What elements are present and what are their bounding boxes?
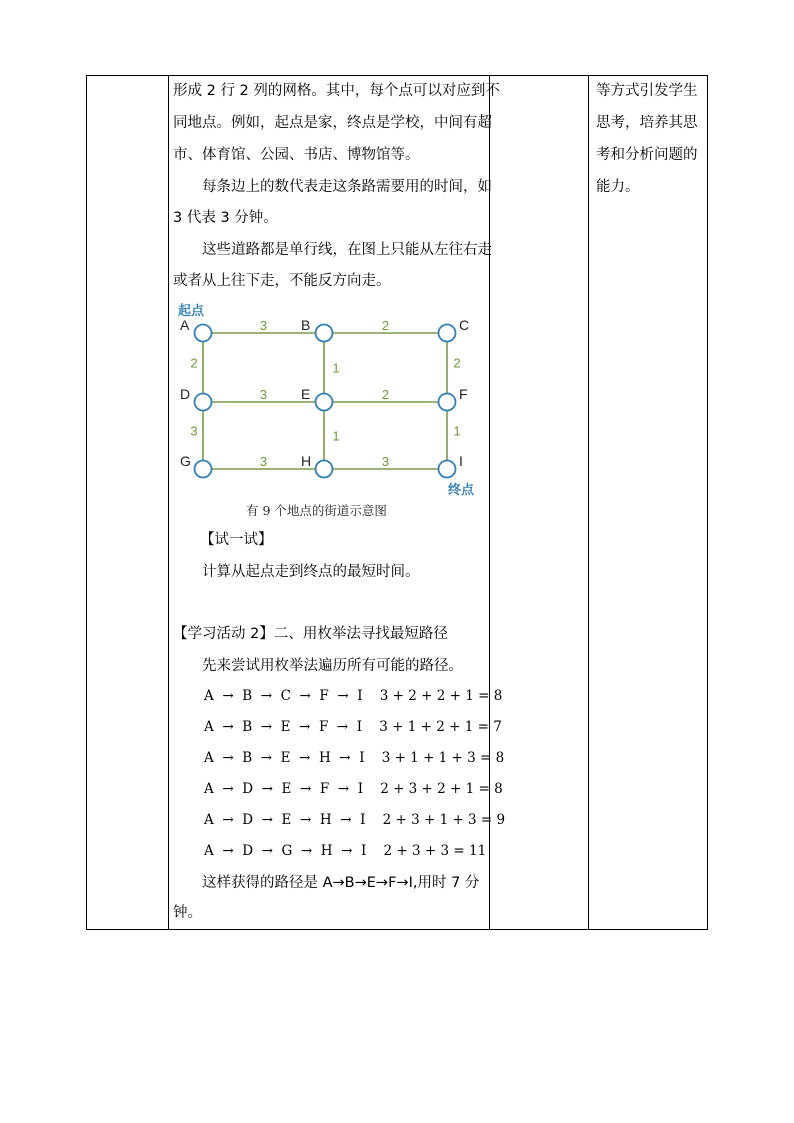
node-circle [439, 394, 456, 411]
paragraph-line: 这些道路都是单行线，在图上只能从左往右走 [202, 242, 492, 258]
table-border-bottom [86, 929, 708, 930]
edge-weight: 1 [453, 423, 461, 439]
edge-weight: 2 [190, 355, 198, 371]
edge-weight: 2 [381, 387, 390, 402]
edge-weight: 3 [259, 387, 268, 402]
side-note-line: 思考，培养其思 [596, 115, 698, 131]
paragraph-line: 市、体育馆、公园、书店、博物馆等。 [173, 147, 420, 163]
node-circle [316, 461, 333, 478]
activity-heading: 【学习活动 2】二、用枚举法寻找最短路径 [173, 626, 448, 642]
paragraph-line: 或者从上往下走，不能反方向走。 [173, 273, 391, 289]
route-line: A → D → E → H → I 2 + 3 + 1 + 3 = 9 [204, 812, 506, 828]
node-circle [195, 325, 212, 342]
paragraph-line: 形成 2 行 2 列的网格。其中，每个点可以对应到不 [173, 83, 500, 99]
paragraph-line: 3 代表 3 分钟。 [173, 210, 278, 226]
node-circle [439, 461, 456, 478]
node-circle [439, 325, 456, 342]
table-border-right [707, 75, 708, 930]
node-label: C [459, 317, 470, 333]
node-circle [195, 461, 212, 478]
node-label: H [301, 453, 312, 469]
side-note-line: 能力。 [596, 179, 640, 195]
paragraph-line: 每条边上的数代表走这条路需要用的时间，如 [202, 179, 492, 195]
route-line: A → D → E → F → I 2 + 3 + 2 + 1 = 8 [204, 781, 503, 797]
edge-weight: 2 [453, 355, 461, 371]
node-label: B [301, 317, 311, 333]
side-note-line: 考和分析问题的 [596, 147, 698, 163]
node-circle [316, 325, 333, 342]
conclusion-line: 钟。 [173, 905, 202, 921]
table-border-col2 [489, 75, 490, 930]
table-border-left [86, 75, 87, 930]
paragraph-line: 同地点。例如，起点是家，终点是学校，中间有超 [173, 115, 492, 131]
node-label: D [180, 386, 191, 402]
end-label: 终点 [448, 483, 475, 498]
side-note-line: 等方式引发学生 [596, 83, 698, 99]
node-label: E [301, 386, 311, 402]
edge-weight: 2 [381, 318, 390, 333]
node-label: G [180, 453, 191, 469]
route-line: A → B → C → F → I 3 + 2 + 2 + 1 = 8 [204, 688, 503, 704]
table-border-col3 [588, 75, 589, 930]
diagram-caption: 有 9 个地点的街道示意图 [246, 503, 387, 518]
edge-weight: 3 [190, 423, 198, 439]
edge-weight: 1 [332, 360, 340, 376]
route-line: A → B → E → F → I 3 + 1 + 2 + 1 = 7 [204, 719, 502, 735]
node-label: I [459, 453, 463, 469]
street-grid-diagram [172, 300, 482, 500]
table-border-top [86, 75, 708, 76]
node-label: F [459, 386, 468, 402]
table-border-col1 [168, 75, 169, 930]
conclusion-line: 这样获得的路径是 A→B→E→F→I,用时 7 分 [202, 875, 480, 891]
route-line: A → D → G → H → I 2 + 3 + 3 = 11 [204, 843, 487, 859]
try-text: 计算从起点走到终点的最短时间。 [202, 564, 420, 580]
start-label: 起点 [178, 304, 205, 319]
node-label: A [180, 317, 190, 333]
node-circle [316, 394, 333, 411]
edge-weight: 1 [332, 428, 340, 444]
edge-weight: 3 [259, 318, 268, 333]
route-line: A → B → E → H → I 3 + 1 + 1 + 3 = 8 [204, 750, 505, 766]
edge-weight: 3 [259, 454, 268, 469]
try-heading: 【试一试】 [200, 532, 273, 548]
node-circle [195, 394, 212, 411]
activity-intro: 先来尝试用枚举法遍历所有可能的路径。 [202, 658, 463, 674]
edge-weight: 3 [381, 454, 390, 469]
